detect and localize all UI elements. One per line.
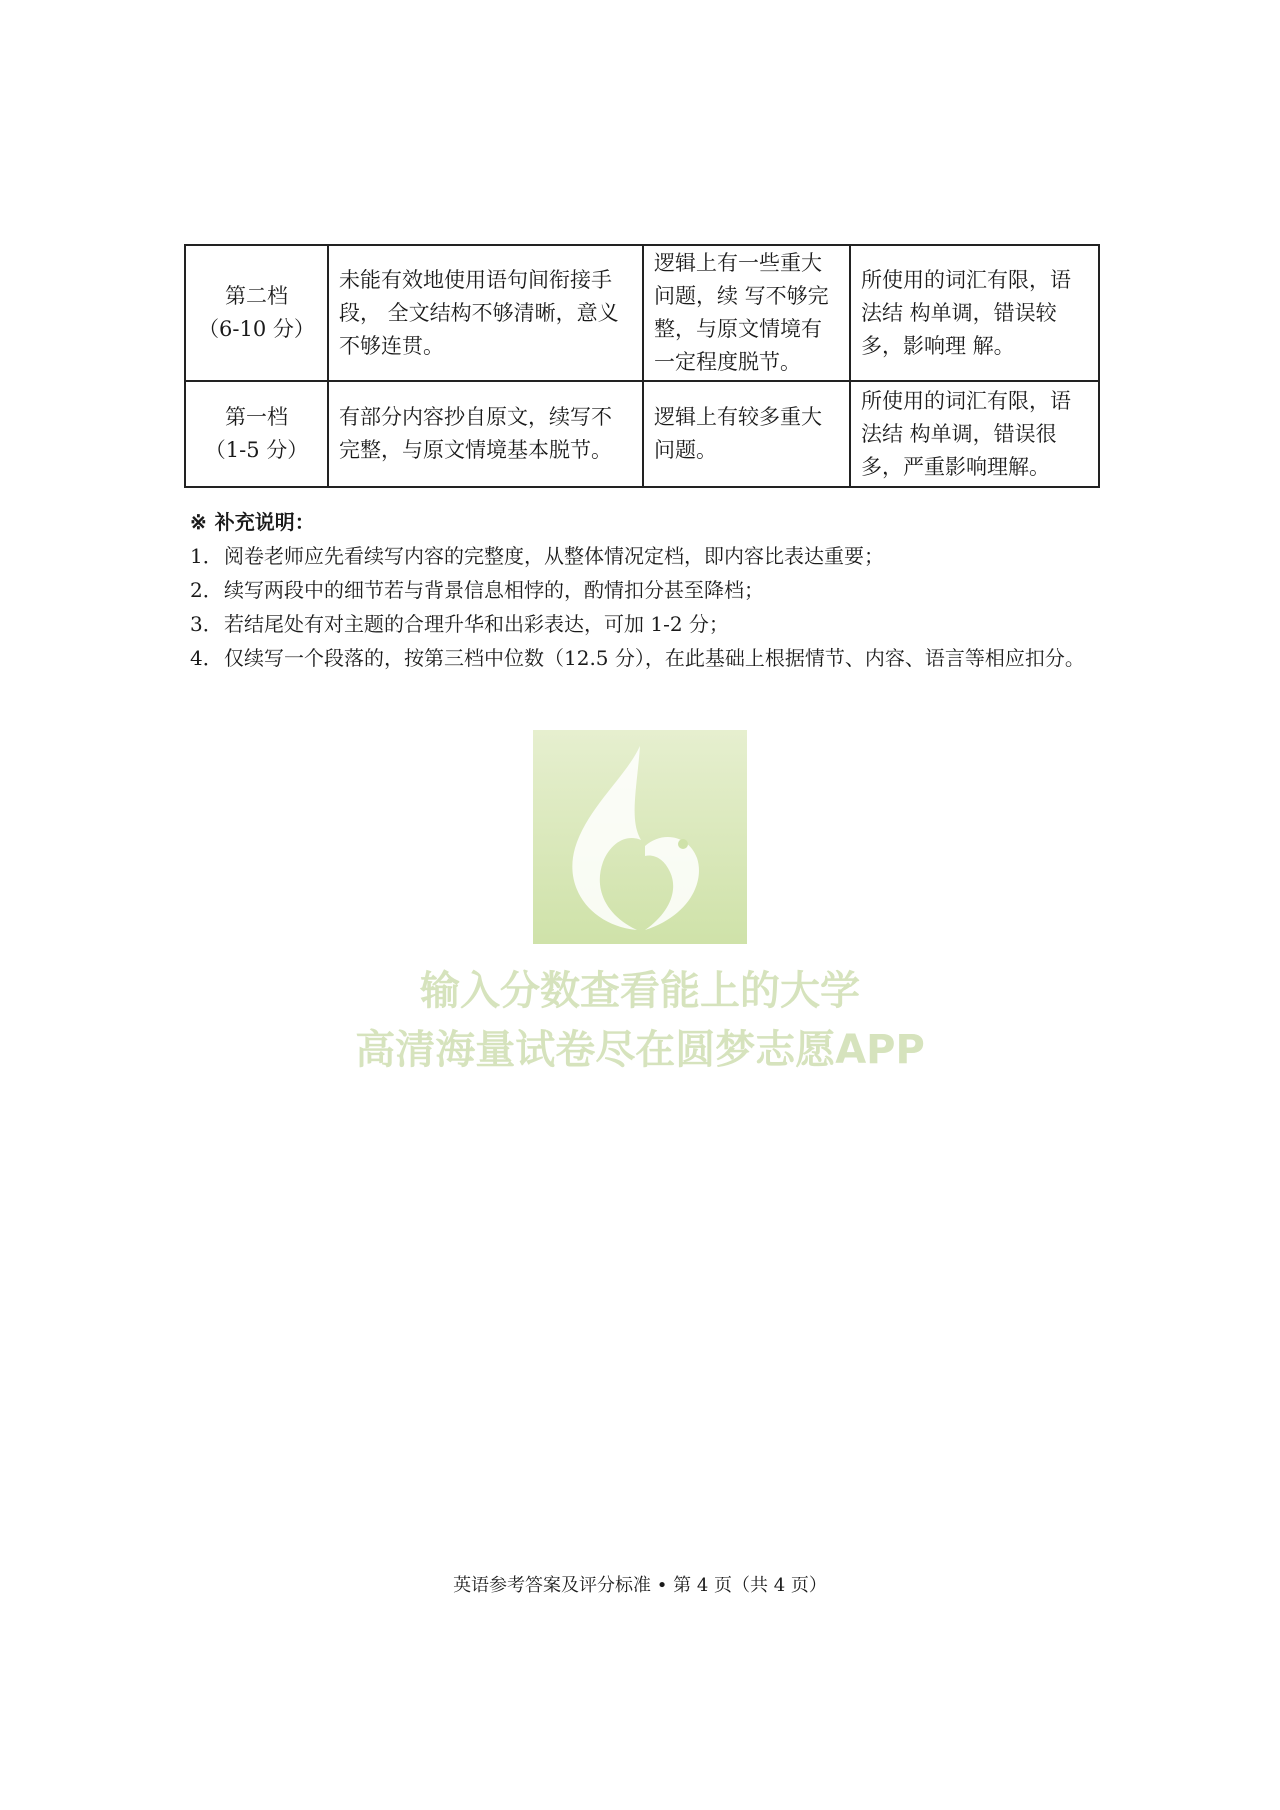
structure-criteria: 有部分内容抄自原文，续写不完整，与原文情境基本脱节。: [328, 381, 643, 487]
notes-title-text: 补充说明：: [214, 510, 315, 534]
logic-criteria: 逻辑上有一些重大问题，续 写不够完整，与原文情境有一定程度脱节。: [643, 245, 850, 381]
note-item: [190, 641, 1090, 675]
note-item: [190, 573, 1090, 607]
watermark-line-1: 输入分数查看能上的大学: [420, 968, 860, 1014]
note-item: [190, 539, 1090, 573]
level-range: （1-5 分）: [204, 438, 309, 462]
rubric-table: [184, 244, 1100, 488]
level-cell: [185, 381, 328, 487]
language-criteria: 所使用的词汇有限，语法结 构单调，错误较多，影响理 解。: [850, 245, 1099, 381]
watermark: [320, 730, 960, 1078]
level-cell: [185, 245, 328, 381]
logic-criteria: 逻辑上有较多重大问题。: [643, 381, 850, 487]
note-text: 续写两段中的细节若与背景信息相悖的，酌情扣分甚至降档；: [224, 578, 764, 602]
note-text: 仅续写一个段落的，按第三档中位数（12.5 分），在此基础上根据情节、内容、语言等相应扣分。: [224, 646, 1085, 670]
rubric-row-level-2: [185, 245, 1099, 381]
notes-title: [190, 505, 1090, 539]
note-number: 2．: [190, 578, 223, 602]
flame-bird-logo-icon: [533, 730, 747, 944]
watermark-line-2: 高清海量试卷尽在圆梦志愿APP: [355, 1027, 925, 1073]
note-number: 3．: [190, 612, 223, 636]
level-name: 第二档: [225, 284, 288, 308]
supplementary-notes: [190, 505, 1090, 675]
note-number: 1．: [190, 544, 223, 568]
structure-criteria: 未能有效地使用语句间衔接手段， 全文结构不够清晰，意义不够连贯。: [328, 245, 643, 381]
notes-list: [190, 539, 1090, 675]
note-item: [190, 607, 1090, 641]
note-number: 4．: [190, 646, 223, 670]
note-text: 阅卷老师应先看续写内容的完整度，从整体情况定档，即内容比表达重要；: [224, 544, 884, 568]
level-name: 第一档: [225, 405, 288, 429]
reference-mark-icon: ※: [190, 510, 207, 534]
language-criteria: 所使用的词汇有限，语法结 构单调，错误很多，严重影响理解。: [850, 381, 1099, 487]
page-footer: 英语参考答案及评分标准 • 第 4 页（共 4 页）: [453, 1575, 827, 1596]
level-range: （6-10 分）: [198, 317, 315, 341]
rubric-row-level-1: [185, 381, 1099, 487]
note-text: 若结尾处有对主题的合理升华和出彩表达，可加 1-2 分；: [224, 612, 729, 636]
